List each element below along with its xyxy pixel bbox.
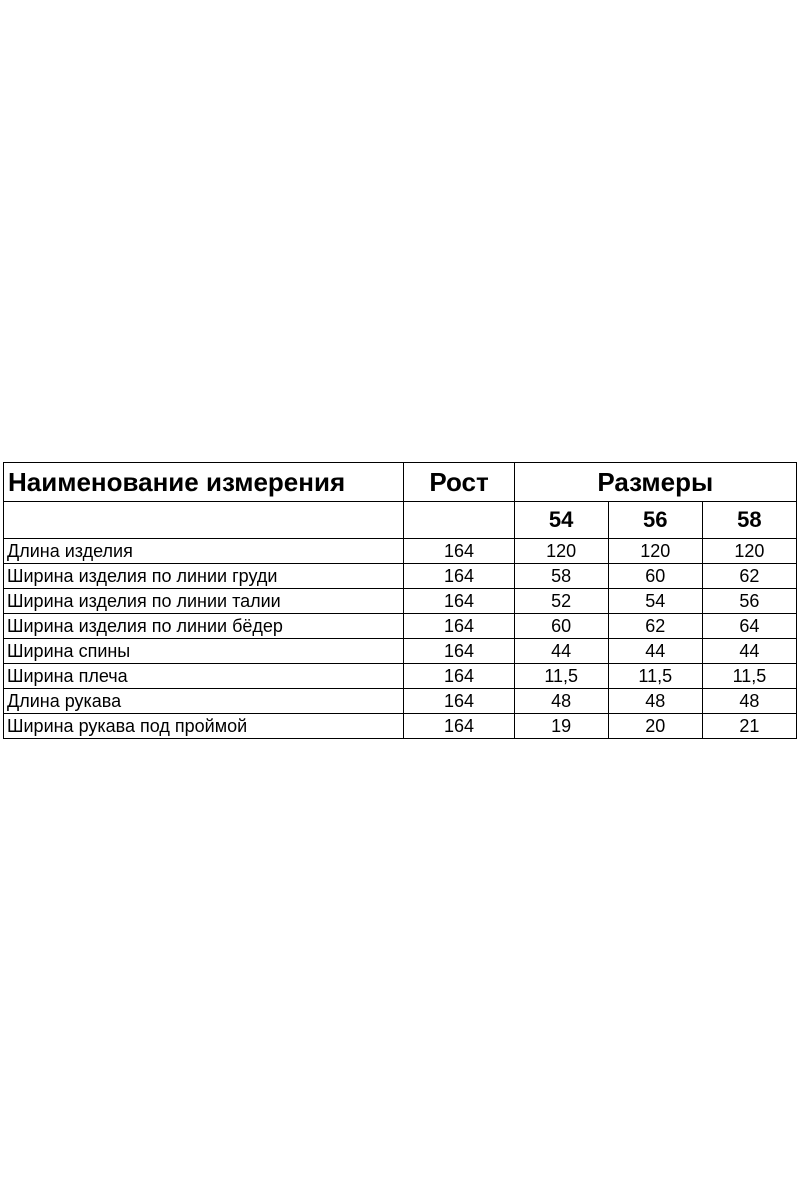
size-54-header: 54 [514,502,608,539]
measurement-name: Ширина изделия по линии бёдер [4,614,404,639]
measurement-name: Ширина спины [4,639,404,664]
size-value: 21 [702,714,796,739]
size-value: 62 [702,564,796,589]
measurement-name: Ширина изделия по линии груди [4,564,404,589]
size-value: 62 [608,614,702,639]
size-value: 48 [514,689,608,714]
height-value: 164 [404,689,514,714]
size-value: 20 [608,714,702,739]
size-value: 54 [608,589,702,614]
height-value: 164 [404,614,514,639]
table-row [4,564,797,589]
height-value: 164 [404,664,514,689]
size-56-header: 56 [608,502,702,539]
size-value: 11,5 [608,664,702,689]
height-value: 164 [404,589,514,614]
header-measurement-name: Наименование измерения [4,463,404,502]
size-value: 120 [514,539,608,564]
table-header-row [4,463,797,502]
size-value: 11,5 [514,664,608,689]
empty-cell [404,502,514,539]
table-row [4,539,797,564]
table-row [4,589,797,614]
size-value: 120 [702,539,796,564]
header-sizes: Размеры [514,463,796,502]
size-value: 60 [608,564,702,589]
table-row [4,639,797,664]
size-chart [3,462,797,739]
size-value: 44 [514,639,608,664]
size-58-header: 58 [702,502,796,539]
empty-cell [4,502,404,539]
height-value: 164 [404,639,514,664]
size-value: 120 [608,539,702,564]
table-row [4,714,797,739]
size-value: 48 [702,689,796,714]
measurement-name: Длина рукава [4,689,404,714]
measurement-name: Ширина рукава под проймой [4,714,404,739]
size-value: 58 [514,564,608,589]
height-value: 164 [404,539,514,564]
height-value: 164 [404,714,514,739]
size-table [3,462,797,739]
measurement-name: Ширина изделия по линии талии [4,589,404,614]
size-value: 56 [702,589,796,614]
size-value: 52 [514,589,608,614]
size-value: 19 [514,714,608,739]
size-value: 44 [702,639,796,664]
table-row [4,664,797,689]
table-row [4,689,797,714]
size-value: 44 [608,639,702,664]
size-value: 64 [702,614,796,639]
header-height: Рост [404,463,514,502]
table-row [4,614,797,639]
measurement-name: Ширина плеча [4,664,404,689]
size-value: 60 [514,614,608,639]
size-value: 11,5 [702,664,796,689]
size-value: 48 [608,689,702,714]
height-value: 164 [404,564,514,589]
table-sizes-row [4,502,797,539]
measurement-name: Длина изделия [4,539,404,564]
